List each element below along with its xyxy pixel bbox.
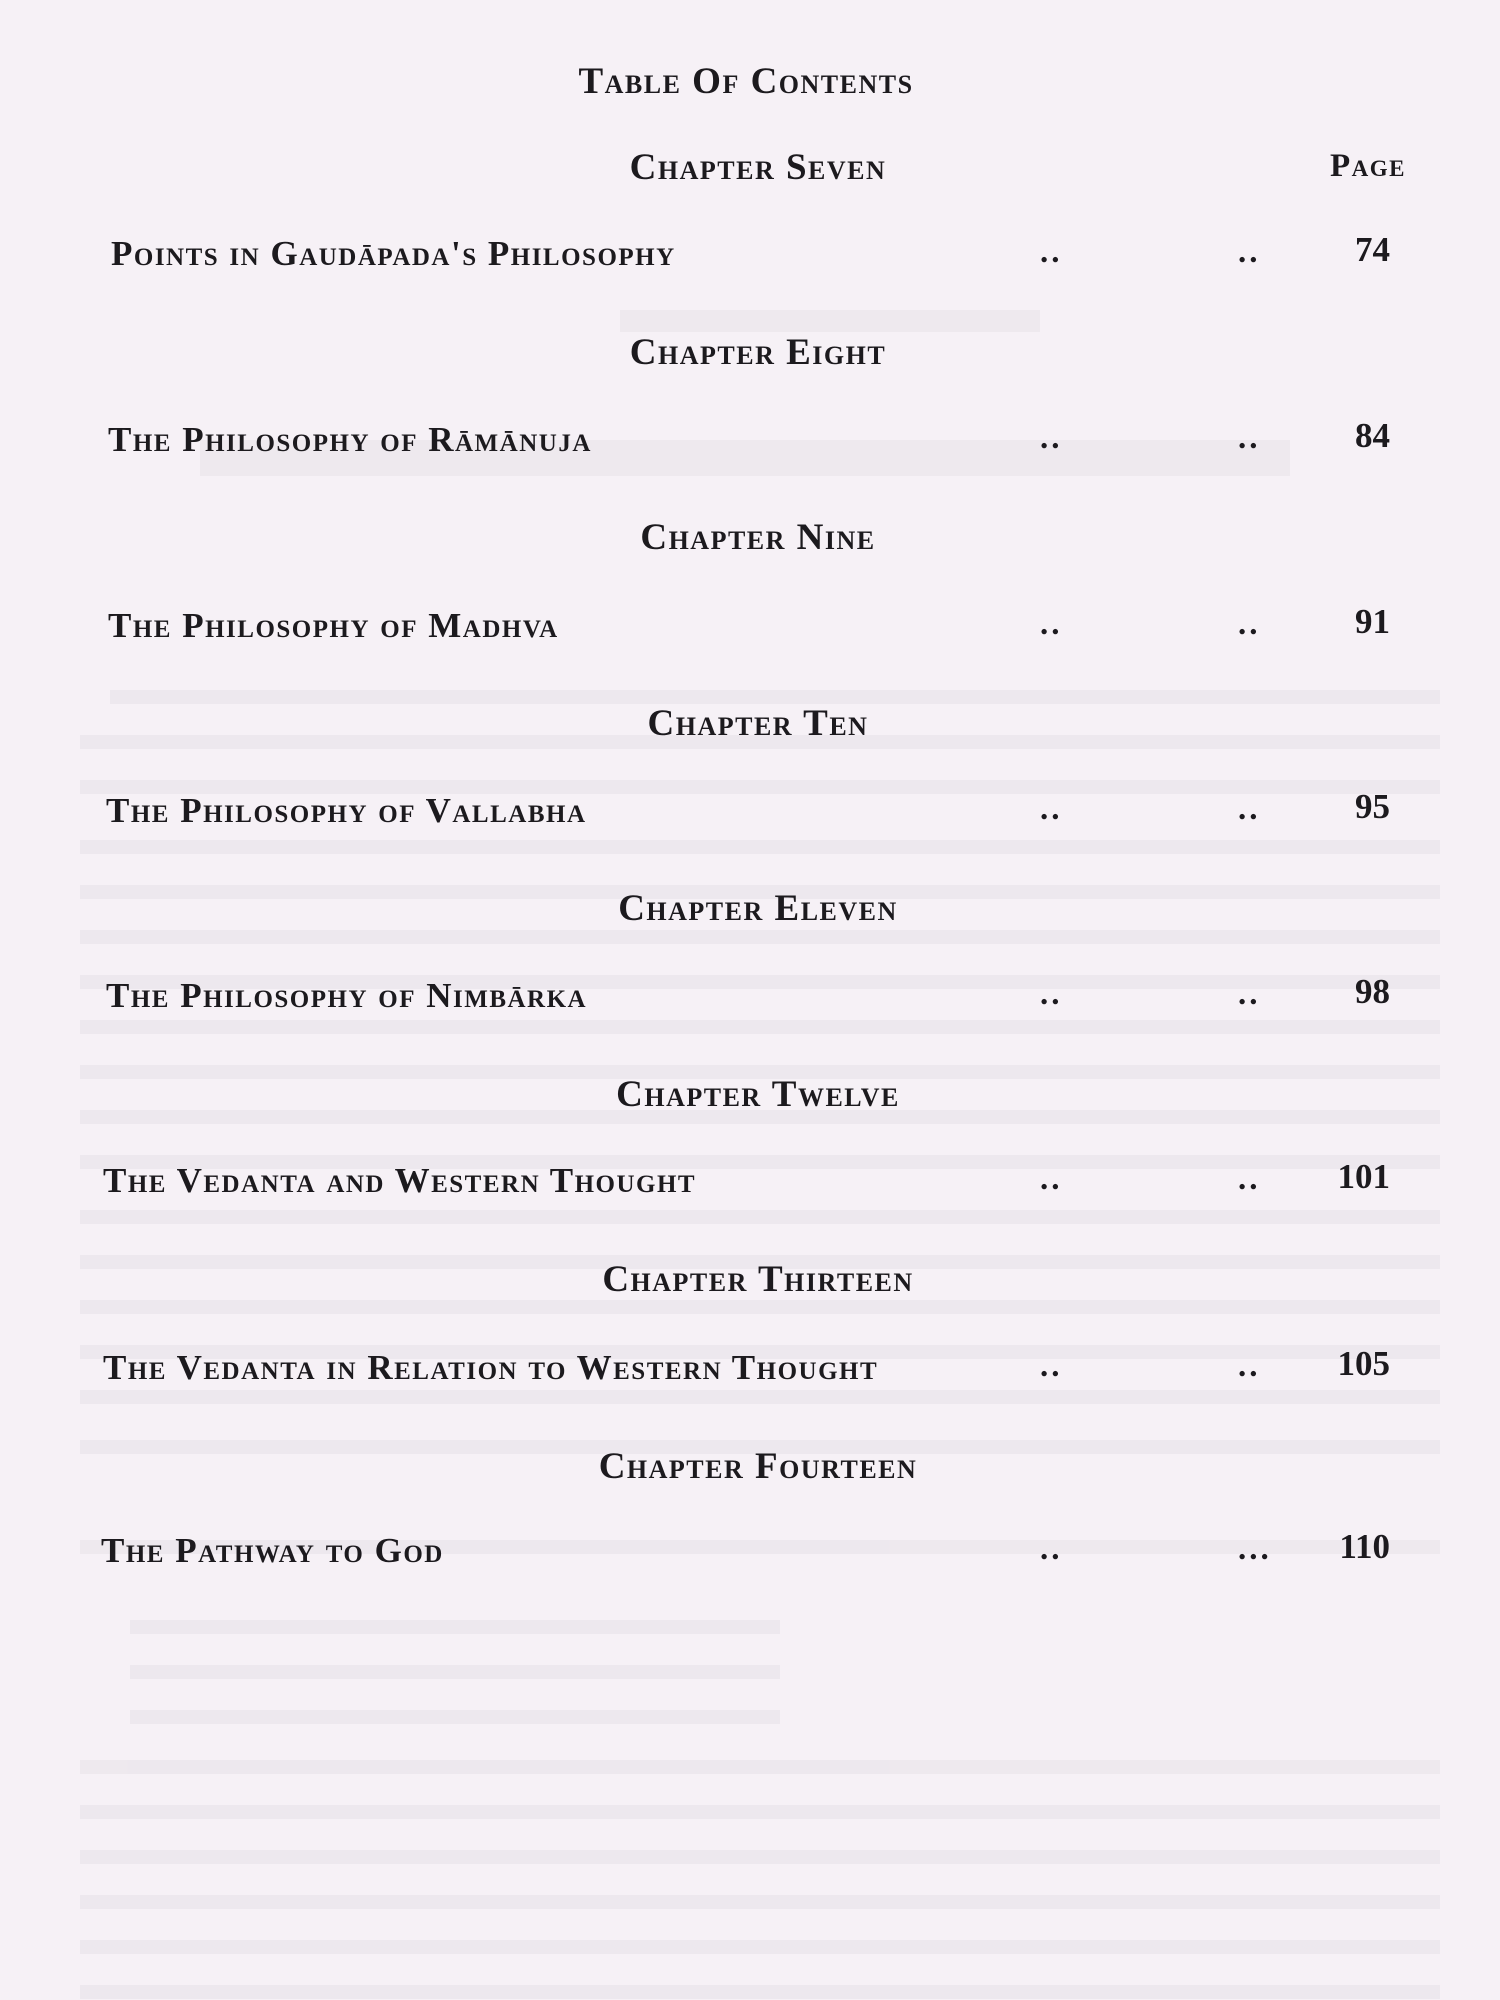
leader-dots: ..	[1238, 791, 1261, 827]
leader-dots: ..	[1238, 1348, 1261, 1384]
chapter-heading: Chapter Thirteen	[602, 1259, 914, 1300]
entry-title: The Philosophy of Vallabha	[106, 791, 587, 830]
toc-entry[interactable]	[0, 230, 1500, 284]
page-number: 84	[1355, 416, 1390, 455]
toc-entry[interactable]	[0, 1527, 1500, 1581]
leader-dots: ..	[1238, 1161, 1261, 1197]
leader-dots: ..	[1040, 420, 1063, 456]
toc-entry[interactable]	[0, 972, 1500, 1026]
leader-dots: ..	[1040, 976, 1063, 1012]
entry-title: The Philosophy of Rāmānuja	[108, 420, 592, 459]
leader-dots: ..	[1040, 606, 1063, 642]
leader-dots: ..	[1040, 1531, 1063, 1567]
toc-title: Table Of Contents	[578, 61, 914, 102]
entry-title: The Philosophy of Nimbārka	[106, 976, 588, 1015]
chapter-heading: Chapter Eleven	[618, 888, 898, 929]
toc-entry[interactable]	[0, 1157, 1500, 1211]
page-number: 74	[1355, 230, 1390, 269]
entry-title: The Philosophy of Madhva	[108, 606, 559, 645]
chapter-heading: Chapter Fourteen	[598, 1446, 918, 1487]
leader-dots: ..	[1238, 420, 1261, 456]
toc-entry[interactable]	[0, 602, 1500, 656]
entry-title: The Vedanta in Relation to Western Thought	[103, 1348, 879, 1387]
leader-dots: ..	[1040, 1348, 1063, 1384]
toc-entry[interactable]	[0, 787, 1500, 841]
toc-entry[interactable]	[0, 1344, 1500, 1398]
chapter-heading: Chapter Nine	[640, 517, 876, 558]
leader-dots: ..	[1040, 791, 1063, 827]
toc-entry[interactable]	[0, 416, 1500, 470]
leader-dots: ..	[1040, 1161, 1063, 1197]
page-number: 95	[1355, 787, 1390, 826]
page-number: 98	[1355, 972, 1390, 1011]
page-number: 91	[1355, 602, 1390, 641]
page-number: 101	[1337, 1157, 1390, 1196]
chapter-heading: Chapter Eight	[629, 332, 887, 373]
entry-title: The Pathway to God	[101, 1531, 444, 1570]
chapter-heading: Chapter Seven	[629, 147, 887, 188]
leader-dots: ..	[1238, 976, 1261, 1012]
page-column-header: Page	[1330, 148, 1406, 184]
entry-title: Points in Gaudāpada's Philosophy	[111, 234, 676, 273]
entry-title: The Vedanta and Western Thought	[103, 1161, 697, 1200]
page-number: 110	[1339, 1527, 1390, 1566]
page-number: 105	[1337, 1344, 1390, 1383]
leader-dots: ..	[1238, 234, 1261, 270]
leader-dots: ...	[1238, 1531, 1272, 1567]
leader-dots: ..	[1238, 606, 1261, 642]
chapter-heading: Chapter Twelve	[616, 1074, 900, 1115]
leader-dots: ..	[1040, 234, 1063, 270]
chapter-heading: Chapter Ten	[647, 703, 869, 744]
